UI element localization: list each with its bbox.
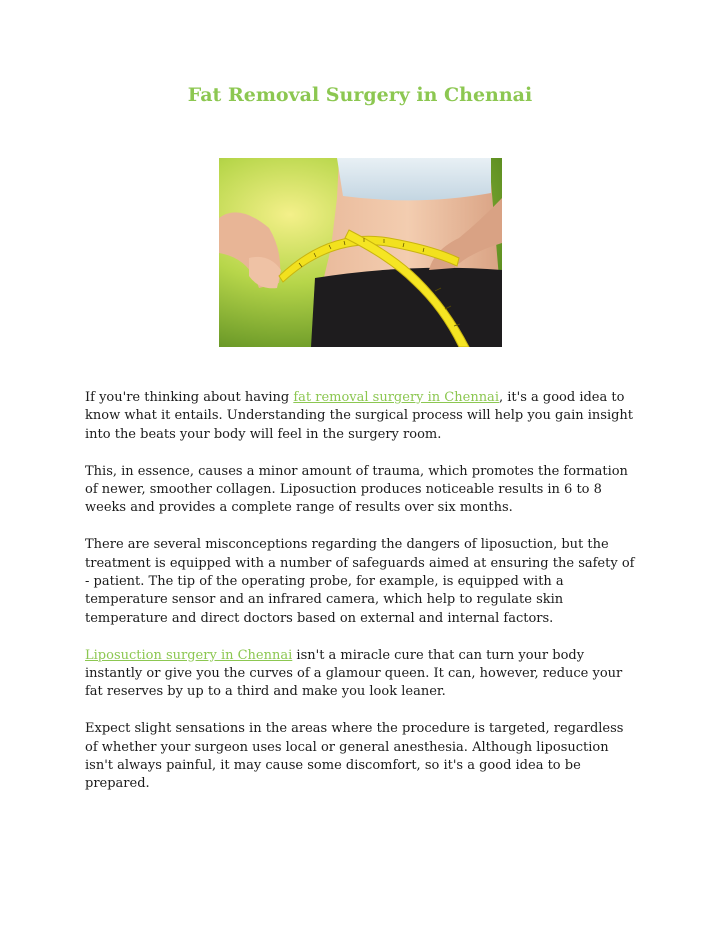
paragraph-text: , it's a good idea to know what it entails. Understanding the surgical process will help you gain insight into the beats your body will feel in the surgery room. [85, 390, 634, 442]
paragraph-text: isn't a miracle cure that can turn your body instantly or give you the curves of a glamour queen. It can, however, reduce your fat reserves by up to a third and make you look leaner. [85, 647, 623, 700]
paragraph: This, in essence, causes a minor amount of trauma, which promotes the formation of newer, smoother collagen. Liposuction produces noticeable results in 6 to 8 weeks and provides a complete range of results over six months. [85, 463, 628, 516]
article-body [85, 389, 640, 812]
liposuction-surgery-link[interactable]: Liposuction surgery in Chennai [85, 647, 293, 663]
fat-removal-surgery-link[interactable]: fat removal surgery in Chennai [293, 390, 499, 405]
waist-measuring-tape-photo [219, 158, 502, 347]
paragraph: There are several misconceptions regarding the dangers of liposuction, but the treatment is equipped with a number of safeguards aimed at ensuring the safety of - patient. The tip of the operating probe, for example, is equipped with a temperature sensor and an infrared camera, which help to regulate skin temperature and direct doctors based on external and internal factors. [85, 537, 635, 626]
paragraph [85, 389, 640, 444]
paragraph-text: If you're thinking about having [85, 390, 294, 405]
paragraph [85, 647, 640, 702]
paragraph: Expect slight sensations in the areas where the procedure is targeted, regardless of whether your surgeon uses local or general anesthesia. Although liposuction isn't always painful, it may cause some discomfort, so it's a good idea to be prepared. [85, 721, 624, 792]
page-title: Fat Removal Surgery in Chennai [187, 84, 533, 106]
